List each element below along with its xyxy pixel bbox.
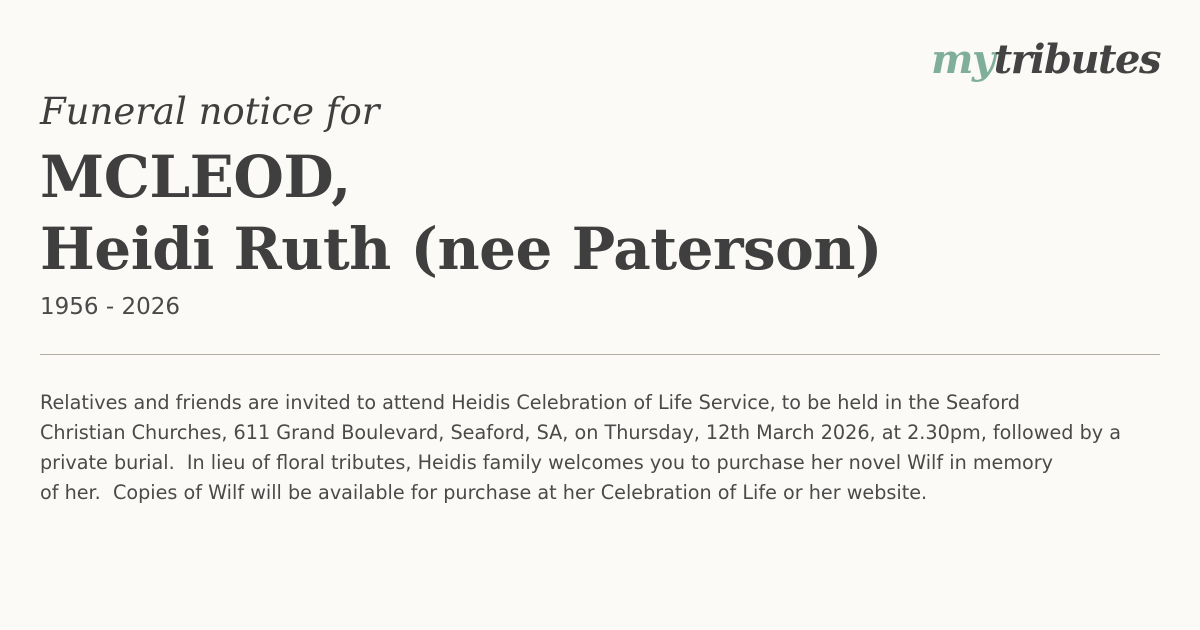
mytributes-logo[interactable] (931, 36, 1160, 84)
deceased-given-names: Heidi Ruth (nee Paterson) (40, 215, 882, 283)
deceased-name (40, 141, 882, 285)
notice-intro: Funeral notice for (40, 90, 380, 133)
notice-body-line: Christian Churches, 611 Grand Boulevard, Seaford, SA, on Thursday, 12th March 2026, at 2.30pm, followed by a (40, 421, 1121, 444)
logo-my-text: my (931, 36, 994, 83)
notice-body-line: Relatives and friends are invited to attend Heidis Celebration of Life Service, to be held in the Seaford (40, 391, 1020, 414)
life-dates: 1956 - 2026 (40, 294, 180, 320)
notice-body (40, 388, 1160, 508)
divider (40, 354, 1160, 355)
notice-body-line: of her. Copies of Wilf will be available for purchase at her Celebration of Life or her website. (40, 481, 928, 504)
notice-body-line: private burial. In lieu of floral tributes, Heidis family welcomes you to purchase her novel Wilf in memory (40, 451, 1053, 474)
logo-tributes-text: tributes (993, 36, 1160, 83)
deceased-surname: MCLEOD, (40, 143, 351, 211)
